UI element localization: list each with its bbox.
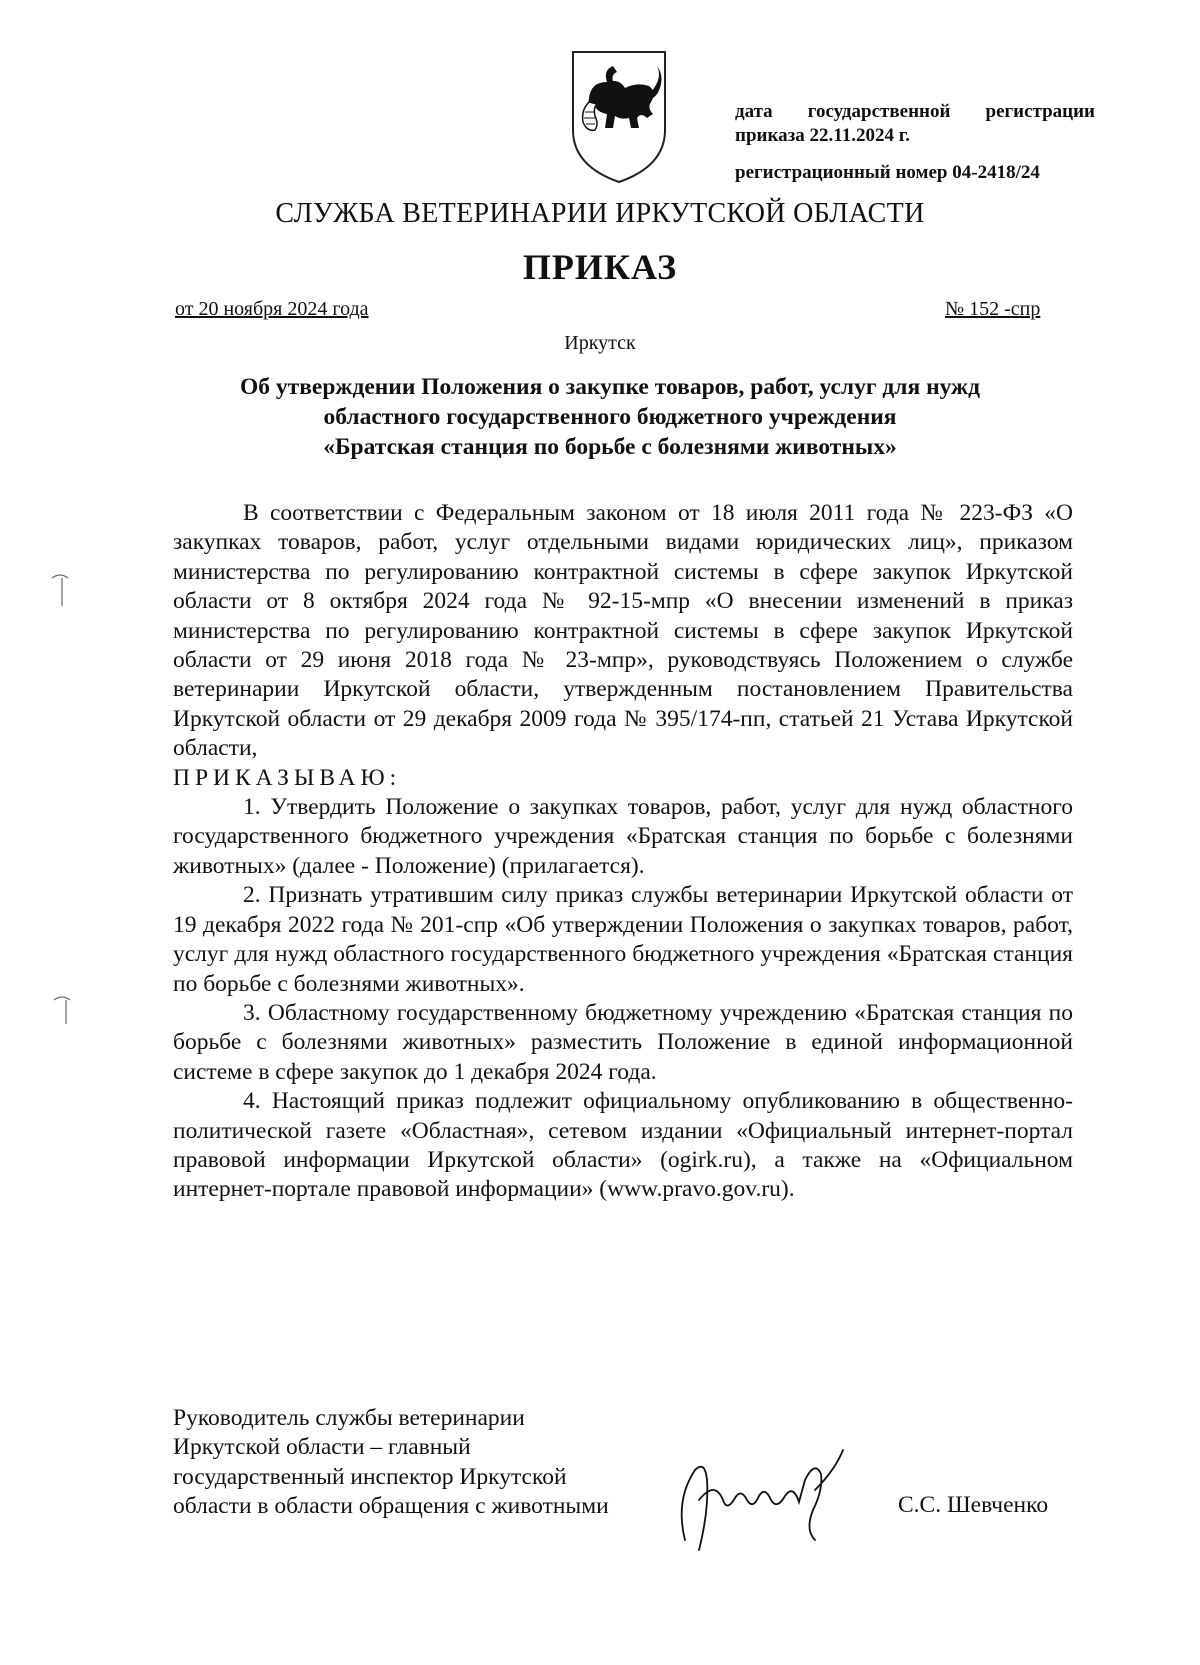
signatory-line: Руководитель службы ветеринарии xyxy=(173,1405,525,1431)
order-city: Иркутск xyxy=(564,332,636,354)
agency-name: СЛУЖБА ВЕТЕРИНАРИИ ИРКУТСКОЙ ОБЛАСТИ xyxy=(275,198,925,229)
order-title-line: Об утверждении Положения о закупке товаров, работ, услуг для нужд xyxy=(240,374,980,400)
registration-number: регистрационный номер 04-2418/24 xyxy=(735,162,1040,183)
order-item: 2. Признать утратившим силу приказ службы ветеринарии Иркутской области от 19 декабря 2022 года № 201-спр «Об утверждении Положения о закупках товаров, работ, услуг для нужд областного государственного бюджетного учреждения «Братская станция по борьбе с болезнями животных». xyxy=(173,882,1073,997)
handwritten-signature-icon xyxy=(665,1440,885,1560)
order-directive: ПРИКАЗЫВАЮ: xyxy=(173,764,402,791)
scan-mark-icon xyxy=(48,568,72,608)
order-date: от 20 ноября 2024 года xyxy=(175,298,369,320)
order-item: 1. Утвердить Положение о закупках товаров, работ, услуг для нужд областного государственного бюджетного учреждения «Братская станция по борьбе с болезнями животных» (далее - Положение) (прилагается). xyxy=(173,794,1073,879)
order-item: 4. Настоящий приказ подлежит официальному опубликованию в общественно-политической газете «Областная», сетевом издании «Официальный интернет-портал правовой информации Иркутской области» (ogirk.ru), а также на «Официальном интернет-портале правовой информации» (www.pravo.gov.ru). xyxy=(173,1088,1073,1203)
document-type: ПРИКАЗ xyxy=(522,247,678,287)
order-item: 3. Областному государственному бюджетному учреждению «Братская станция по борьбе с болезнями животных» разместить Положение в единой информационной системе в сфере закупок до 1 декабря 2024 года. xyxy=(173,999,1073,1085)
order-title-line: «Братская станция по борьбе с болезнями животных» xyxy=(323,434,897,460)
registration-date-label: дата государственной регистрации xyxy=(735,101,1095,122)
signatory-line: области в области обращения с животными xyxy=(173,1493,609,1520)
signatory-line: государственный инспектор Иркутской xyxy=(173,1463,567,1490)
scan-mark-icon xyxy=(50,990,74,1030)
order-title-line: областного государственного бюджетного учреждения xyxy=(323,404,897,430)
order-body xyxy=(173,499,1073,1205)
registration-stamp xyxy=(735,100,1095,185)
order-title xyxy=(150,372,1070,462)
signatory-line: Иркутской области – главный xyxy=(173,1434,471,1461)
signatory-name: С.С. Шевченко xyxy=(898,1492,1049,1518)
preamble-paragraph: В соответствии с Федеральным законом от 18 июля 2011 года № 223-ФЗ «О закупках товаров, работ, услуг отдельными видами юридических лиц», приказом министерства по регулированию контрактной системы в сфере закупок Иркутской области от 8 октября 2024 года № 92-15-мпр «О внесении изменений в приказ министерства по регулированию контрактной системы в сфере закупок Иркутской области от 29 июня 2018 года № 23-мпр», руководствуясь Положением о службе ветеринарии Иркутской области, утвержденным постановлением Правительства Иркутской области от 29 декабря 2009 года № 395/174-пп, статьей 21 Устава Иркутской области, xyxy=(173,500,1073,762)
order-number: № 152 -спр xyxy=(945,298,1041,320)
irkutsk-coat-of-arms-icon xyxy=(567,48,671,186)
signatory-position xyxy=(173,1404,733,1522)
registration-date: приказа 22.11.2024 г. xyxy=(735,125,910,146)
